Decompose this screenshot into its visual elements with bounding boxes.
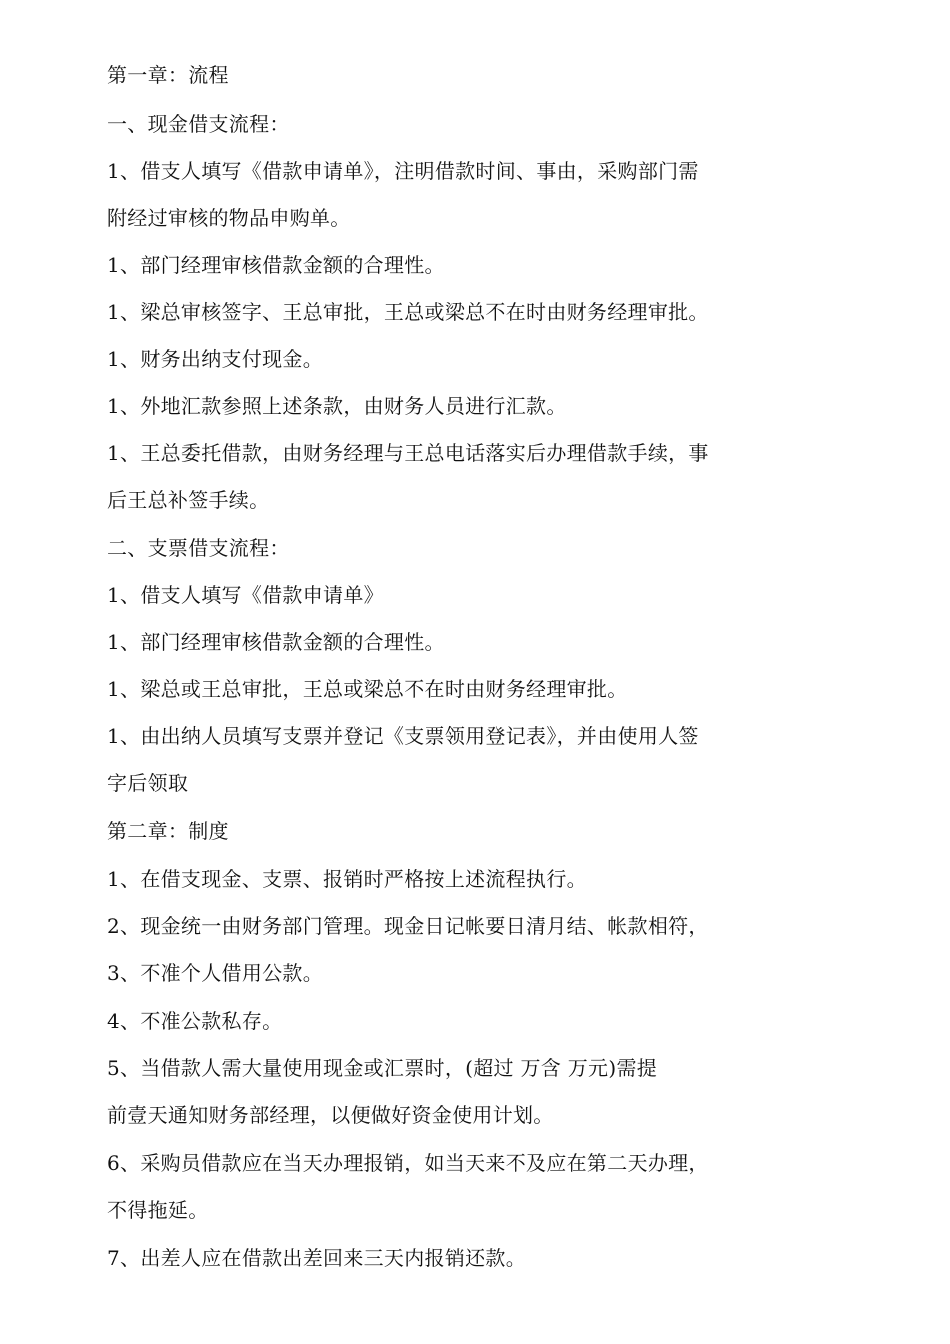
rule-text: 4、不准公款私存。: [107, 1009, 283, 1033]
section-cheque-heading: 二、支票借支流程：: [107, 536, 290, 560]
rule-text: 5、当借款人需大量使用现金或汇票时，(超过 万含 万元)需提: [107, 1056, 658, 1080]
cash-step-text: 1、借支人填写《借款申请单》，注明借款时间、事由，采购部门需: [107, 159, 699, 183]
cheque-step-text: 1、借支人填写《借款申请单》: [107, 583, 384, 607]
cheque-step-text: 1、由出纳人员填写支票并登记《支票领用登记表》，并由使用人签: [107, 724, 699, 748]
rule-text: 7、出差人应在借款出差回来三天内报销还款。: [107, 1246, 527, 1270]
rule-text: 6、采购员借款应在当天办理报销，如当天来不及应在第二天办理，: [107, 1151, 709, 1175]
rule-text: 不得拖延。: [107, 1198, 209, 1222]
rule-text: 3、不准个人借用公款。: [107, 961, 324, 985]
section-cash-heading: 一、现金借支流程：: [107, 112, 290, 136]
rule-text: 前壹天通知财务部经理，以便做好资金使用计划。: [107, 1103, 554, 1127]
cash-step-text: 1、王总委托借款，由财务经理与王总电话落实后办理借款手续，事: [107, 441, 709, 465]
cash-step-text: 1、财务出纳支付现金。: [107, 347, 324, 371]
cash-step-text: 1、部门经理审核借款金额的合理性。: [107, 253, 445, 277]
rule-text: 2、现金统一由财务部门管理。现金日记帐要日清月结、帐款相符，: [107, 914, 709, 938]
chapter-2-heading: 第二章：制度: [107, 819, 229, 843]
cash-step-text: 1、梁总审核签字、王总审批，王总或梁总不在时由财务经理审批。: [107, 300, 709, 324]
cheque-step-text: 字后领取: [107, 771, 189, 795]
cash-step-text: 后王总补签手续。: [107, 488, 270, 512]
chapter-1-heading: 第一章：流程: [107, 63, 229, 87]
cheque-step-text: 1、梁总或王总审批，王总或梁总不在时由财务经理审批。: [107, 677, 628, 701]
rule-text: 1、在借支现金、支票、报销时严格按上述流程执行。: [107, 867, 587, 891]
cheque-step-text: 1、部门经理审核借款金额的合理性。: [107, 630, 445, 654]
cash-step-text: 附经过审核的物品申购单。: [107, 206, 351, 230]
cash-step-text: 1、外地汇款参照上述条款，由财务人员进行汇款。: [107, 394, 567, 418]
